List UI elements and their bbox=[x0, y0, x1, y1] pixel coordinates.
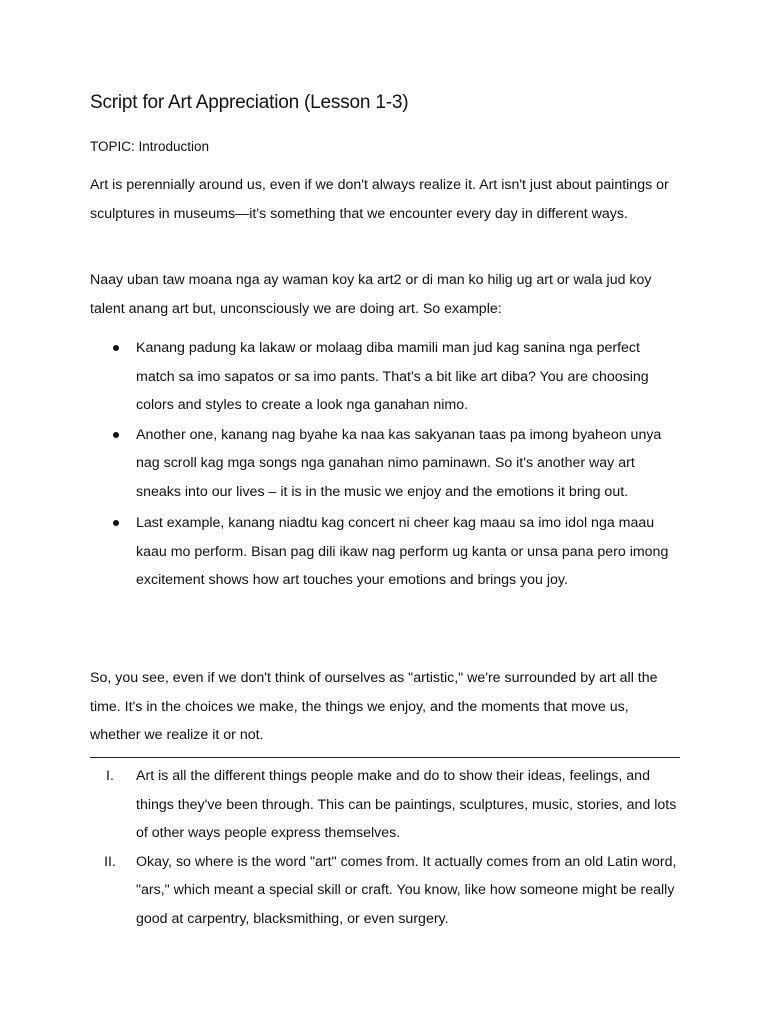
numbered-item bbox=[90, 848, 682, 934]
bullet-dot-icon bbox=[113, 345, 119, 351]
document-title: Script for Art Appreciation (Lesson 1-3) bbox=[90, 92, 409, 113]
bullet-dot-icon bbox=[113, 432, 119, 438]
example-bullet-list bbox=[90, 334, 682, 595]
bullet-item bbox=[90, 334, 682, 420]
bullet-item bbox=[90, 421, 682, 507]
numbered-item bbox=[90, 762, 682, 848]
paragraph-naay-uban: Naay uban taw moana nga ay waman koy ka art2 or di man ko hilig ug art or wala jud koy talent anang art but, unconsciously we are doing art. So example: bbox=[90, 272, 652, 317]
roman-numeral: II. bbox=[104, 853, 116, 870]
bullet-dot-icon bbox=[113, 520, 119, 526]
numbered-item-text: Okay, so where is the word "art" comes from. It actually comes from an old Latin word, "ars," which meant a special skill or craft. You know, like how someone might be really good at carpentry, blacksmithing, or even surgery. bbox=[136, 853, 677, 927]
bullet-text: Kanang padung ka lakaw or molaag diba mamili man jud kag sanina nga perfect match sa imo sapatos or sa imo pants. That's a bit like art diba? You are choosing colors and styles to create a look nga ganahan nimo. bbox=[136, 340, 649, 413]
roman-numbered-list bbox=[90, 762, 682, 933]
horizontal-divider bbox=[90, 757, 680, 758]
paragraph-summary: So, you see, even if we don't think of ourselves as "artistic," we're surrounded by art all the time. It's in the choices we make, the things we enjoy, and the moments that move us, whether we realize it or not. bbox=[90, 670, 658, 743]
bullet-text: Another one, kanang nag byahe ka naa kas sakyanan taas pa imong byaheon unya nag scroll kag mga songs nga ganahan nimo paminawn. So it's another way art sneaks into our lives – it is in the music we enjoy and the emotions it bring out. bbox=[136, 426, 662, 500]
numbered-item-text: Art is all the different things people make and do to show their ideas, feelings, and things they've been through. This can be paintings, sculptures, music, stories, and lots of other ways people express themselves. bbox=[136, 768, 677, 841]
bullet-item bbox=[90, 509, 682, 595]
paragraph-intro: Art is perennially around us, even if we don't always realize it. Art isn't just about paintings or sculptures in museums—it's something that we encounter every day in different ways. bbox=[90, 177, 669, 222]
bullet-text: Last example, kanang niadtu kag concert ni cheer kag maau sa imo idol nga maau kaau mo perform. Bisan pag dili ikaw nag perform ug kanta or unsa pana pero imong excitement shows how art touches your emotions and brings you joy. bbox=[136, 515, 669, 588]
topic-heading: TOPIC: Introduction bbox=[90, 139, 210, 154]
roman-numeral: I. bbox=[106, 768, 114, 784]
